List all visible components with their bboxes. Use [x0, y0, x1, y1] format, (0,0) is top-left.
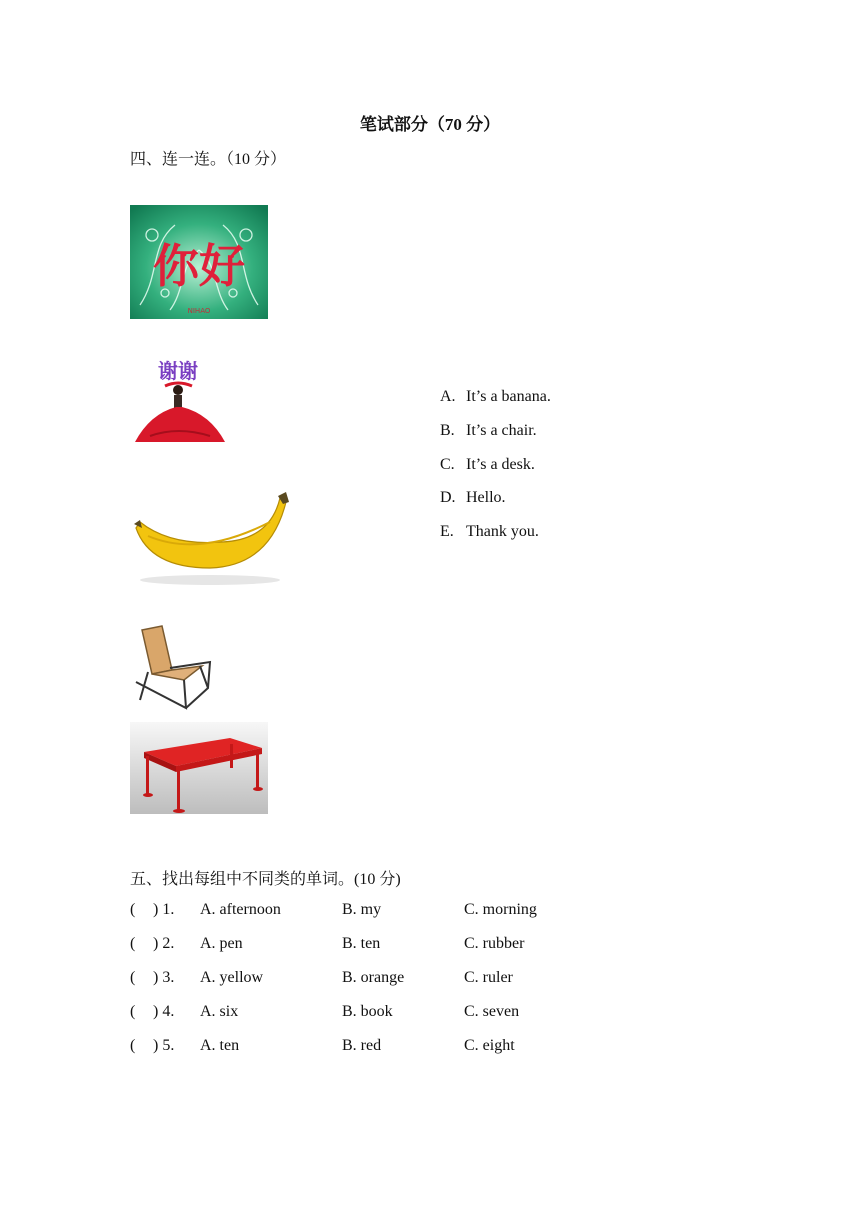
desk-picture [130, 722, 268, 814]
choice-b: B. book [342, 1003, 393, 1020]
nihao-text: 你好 [153, 239, 245, 293]
answer-blank[interactable]: ( [130, 1037, 136, 1054]
banana-picture [130, 492, 290, 588]
choice-b: B. ten [342, 935, 381, 952]
option-letter: E. [440, 523, 454, 540]
xiexie-text: 谢谢 [158, 359, 198, 383]
choice-b: B. my [342, 901, 382, 918]
option-letter: C. [440, 456, 455, 473]
question-number: ) 5. [153, 1037, 175, 1054]
choice-a: A. pen [200, 935, 243, 952]
choice-b: B. orange [342, 969, 405, 986]
nihao-subtext: NIHAO [187, 307, 211, 315]
page-title: 笔试部分（70 分） [359, 115, 501, 134]
answer-blank[interactable]: ( [130, 969, 136, 986]
option-d [440, 489, 506, 507]
chair-picture [130, 622, 214, 714]
choice-c: C. eight [464, 1037, 515, 1054]
choice-a: A. afternoon [200, 901, 281, 918]
answer-blank[interactable]: ( [130, 935, 136, 952]
option-text: Hello. [466, 489, 506, 506]
question-row-3 [130, 969, 730, 989]
question-number: ) 2. [153, 935, 175, 952]
option-letter: B. [440, 422, 455, 439]
choice-c: C. morning [464, 901, 537, 918]
option-text: It’s a banana. [466, 388, 551, 405]
question-row-1 [130, 901, 730, 921]
question-row-2 [130, 935, 730, 955]
option-c [440, 456, 535, 474]
question-number: ) 3. [153, 969, 175, 986]
section-4-heading: 四、连一连。（10 分） [130, 151, 287, 168]
choice-a: A. six [200, 1003, 239, 1020]
option-text: It’s a desk. [466, 456, 535, 473]
option-e [440, 523, 539, 541]
question-row-4 [130, 1003, 730, 1023]
question-number: ) 1. [153, 901, 175, 918]
xiexie-picture [130, 352, 230, 448]
nihao-picture [130, 205, 268, 319]
question-row-5 [130, 1037, 730, 1057]
choice-c: C. seven [464, 1003, 520, 1020]
choice-b: B. red [342, 1037, 382, 1054]
choice-a: A. yellow [200, 969, 264, 986]
answer-blank[interactable]: ( [130, 901, 136, 918]
choice-c: C. rubber [464, 935, 525, 952]
option-letter: A. [440, 388, 456, 405]
choice-c: C. ruler [464, 969, 513, 986]
option-text: Thank you. [466, 523, 539, 540]
option-text: It’s a chair. [466, 422, 537, 439]
choice-a: A. ten [200, 1037, 240, 1054]
question-number: ) 4. [153, 1003, 175, 1020]
option-letter: D. [440, 489, 456, 506]
option-b [440, 422, 537, 440]
answer-blank[interactable]: ( [130, 1003, 136, 1020]
section-5-heading: 五、找出每组中不同类的单词。(10 分) [130, 871, 401, 888]
option-a [440, 388, 551, 406]
